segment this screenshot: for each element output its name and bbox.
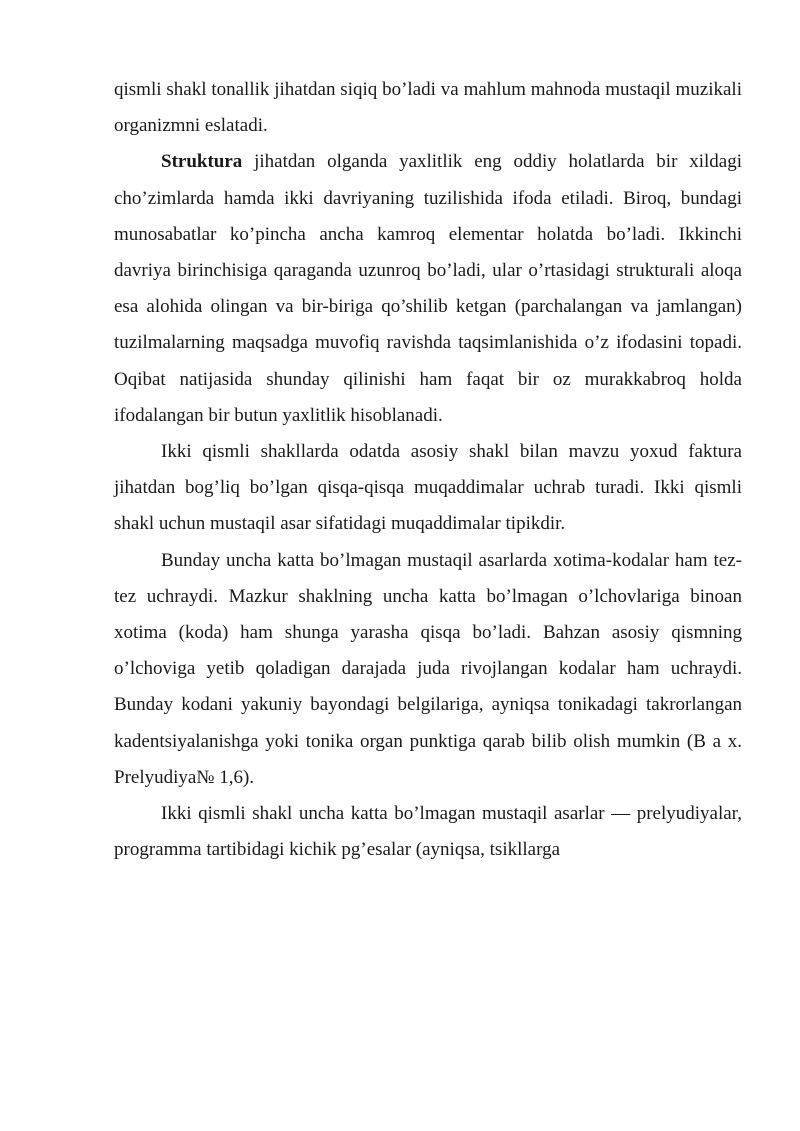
paragraph-text: Bunday uncha katta bo’lmagan mustaqil asarlarda xotima-kodalar ham tez-tez uchraydi. Mazkur shaklning uncha katta bo’lmagan o’lchovlariga binoan xotima (koda) ham shunga yarasha qisqa bo’ladi. Bahzan asosiy qismning o’lchoviga yetib qoladigan darajada juda rivojlangan kodalar ham uchraydi. Bunday kodani yakuniy bayondagi belgilariga, ayniqsa tonikadagi takrorlangan kadentsiyalanishga yoki tonika organ punktiga qarab bilib olish mumkin (B a x. Prelyudiya№ 1,6).: [114, 549, 742, 788]
paragraph-text: Ikki qismli shakl uncha katta bo’lmagan mustaqil asarlar — prelyudiyalar, programma tartibidagi kichik pg’esalar (ayniqsa, tsikllarga: [114, 803, 742, 861]
paragraph-2: [114, 144, 742, 434]
bold-term-struktura: Struktura: [161, 151, 243, 173]
paragraph-5: [114, 796, 742, 868]
paragraph-text: qismli shakl tonallik jihatdan siqiq bo’ladi va mahlum mahnoda mustaqil muzikali organizmni eslatadi.: [114, 79, 742, 137]
paragraph-1: [114, 72, 742, 144]
paragraph-3: [114, 434, 742, 543]
document-page: [114, 72, 742, 868]
paragraph-text: jihatdan olganda yaxlitlik eng oddiy holatlarda bir xildagi cho’zimlarda hamda ikki davriyaning tuzilishida ifoda etiladi. Biroq, bundagi munosabatlar ko’pincha ancha kamroq elementar holatda bo’ladi. Ikkinchi davriya birinchisiga qaraganda uzunroq bo’ladi, ular o’rtasidagi strukturali aloqa esa alohida olingan va bir-biriga qo’shilib ketgan (parchalangan va jamlangan) tuzilmalarning maqsadga muvofiq ravishda taqsimlanishida o’z ifodasini topadi. Oqibat natijasida shunday qilinishi ham faqat bir oz murakkabroq holda ifodalangan bir butun yaxlitlik hisoblanadi.: [114, 151, 742, 426]
paragraph-4: [114, 543, 742, 796]
paragraph-text: Ikki qismli shakllarda odatda asosiy shakl bilan mavzu yoxud faktura jihatdan bog’liq bo’lgan qisqa-qisqa muqaddimalar uchrab turadi. Ikki qismli shakl uchun mustaqil asar sifatidagi muqaddimalar tipikdir.: [114, 441, 742, 535]
